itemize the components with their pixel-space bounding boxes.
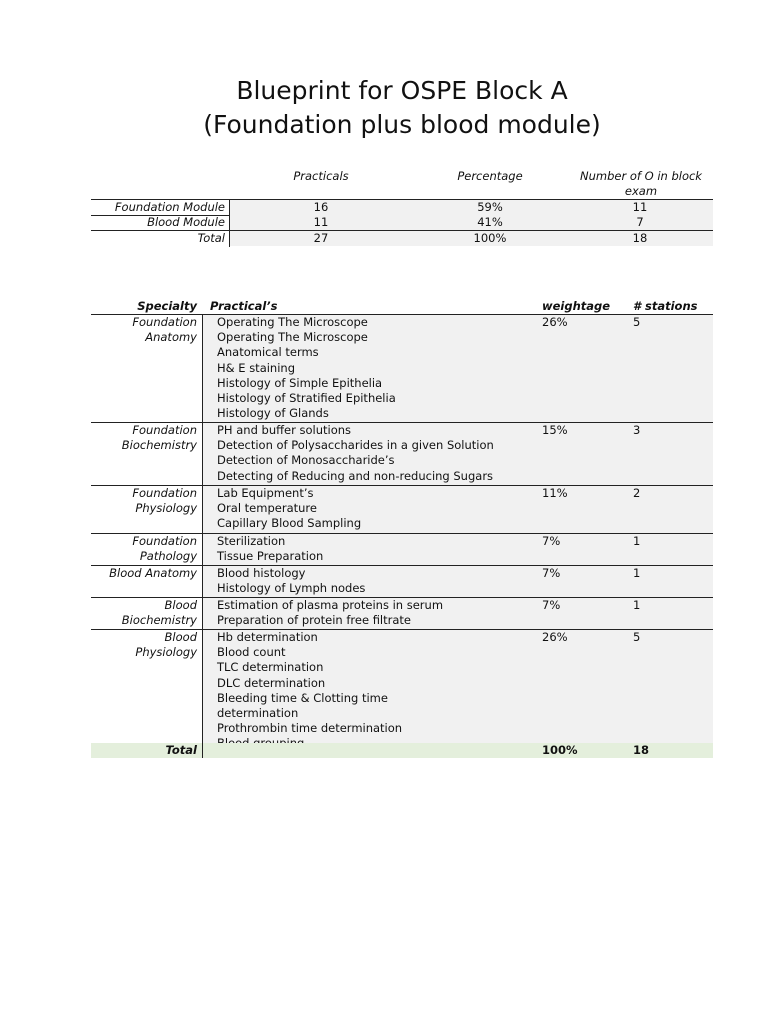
practical-item: Detection of Polysaccharides in a given Solution — [217, 438, 494, 453]
specialty-line: Physiology — [135, 645, 197, 660]
detail-group-specialty — [91, 534, 197, 564]
summary-row-percentage: 59% — [477, 200, 503, 214]
practical-item: Histology of Glands — [217, 406, 329, 421]
practical-item: PH and buffer solutions — [217, 423, 352, 437]
detail-group-specialty — [91, 630, 197, 660]
summary-row — [91, 199, 713, 216]
practical-item: Operating The Microscope — [217, 315, 368, 329]
practical-item: determination — [217, 706, 299, 721]
summary-row-number: 18 — [632, 231, 648, 245]
detail-group-specialty — [91, 315, 197, 345]
summary-row-practicals: 11 — [313, 215, 329, 229]
detail-group-weightage: 15% — [542, 423, 568, 437]
summary-row-practicals: 16 — [313, 200, 329, 214]
document-title-line-1: Blueprint for OSPE Block A — [236, 76, 568, 105]
summary-row-number: 7 — [636, 215, 644, 229]
detail-group-weightage: 7% — [542, 566, 561, 580]
detail-group-weightage: 11% — [542, 486, 568, 500]
detail-group-practicals — [217, 534, 537, 564]
detail-group-practicals — [217, 566, 537, 596]
practical-item: Bleeding time & Clotting time — [217, 690, 388, 705]
practical-item: Histology of Stratified Epithelia — [217, 391, 396, 406]
practical-item: Detection of Monosaccharide’s — [217, 453, 395, 468]
detail-header-weightage: weightage — [542, 299, 611, 313]
specialty-line: Foundation — [132, 534, 197, 548]
detail-group-practicals — [217, 486, 537, 532]
specialty-line: Anatomy — [145, 330, 197, 345]
specialty-line: Foundation — [132, 486, 197, 500]
document-title-line-2: (Foundation plus blood module) — [203, 110, 601, 139]
practical-item: Histology of Simple Epithelia — [217, 375, 383, 390]
detail-group — [91, 423, 713, 485]
detail-group-practicals — [217, 630, 537, 752]
detail-group — [91, 486, 713, 533]
summary-row-label: Blood Module — [147, 215, 225, 229]
detail-group-weightage: 26% — [542, 315, 568, 329]
practical-item: Oral temperature — [217, 501, 317, 516]
detail-total-row — [91, 743, 713, 758]
specialty-line: Biochemistry — [121, 438, 197, 453]
practical-item: TLC determination — [217, 660, 324, 675]
detail-group-stations: 3 — [633, 423, 641, 437]
specialty-line: Blood — [164, 598, 197, 612]
summary-header-number: Number of O in block exam — [580, 169, 702, 198]
detail-group-stations: 5 — [633, 630, 641, 644]
summary-row-number: 11 — [632, 200, 648, 214]
practical-item: Estimation of plasma proteins in serum — [217, 598, 444, 612]
summary-row-total — [91, 231, 713, 246]
detail-group-specialty — [91, 598, 197, 628]
detail-header-practicals: Practical’s — [210, 299, 278, 313]
practical-item: H& E staining — [217, 360, 296, 375]
practical-item: Capillary Blood Sampling — [217, 516, 362, 531]
detail-group — [91, 598, 713, 629]
specialty-line: Foundation — [132, 423, 197, 437]
detail-total-weightage: 100% — [542, 743, 578, 757]
specialty-line: Physiology — [135, 501, 197, 516]
detail-group-specialty — [91, 423, 197, 453]
detail-total-stations: 18 — [633, 743, 650, 757]
detail-group-practicals — [217, 315, 537, 421]
practical-item: Prothrombin time determination — [217, 721, 403, 736]
detail-group-specialty — [91, 486, 197, 516]
detail-group-specialty — [91, 566, 197, 581]
specialty-line: Biochemistry — [121, 613, 197, 628]
detail-group-practicals — [217, 423, 537, 484]
summary-row-percentage: 100% — [473, 231, 507, 245]
detail-group-stations: 1 — [633, 598, 641, 612]
practical-item: Histology of Lymph nodes — [217, 581, 366, 596]
practical-item: Hb determination — [217, 630, 318, 644]
detail-group-stations: 1 — [633, 566, 641, 580]
detail-group-weightage: 7% — [542, 598, 561, 612]
practical-item: Tissue Preparation — [217, 549, 324, 564]
summary-row-practicals: 27 — [313, 231, 329, 245]
practical-item: Sterilization — [217, 534, 286, 548]
practical-item: Operating The Microscope — [217, 330, 368, 345]
practical-item: DLC determination — [217, 675, 326, 690]
practical-item: Preparation of protein free filtrate — [217, 613, 412, 628]
specialty-line: Foundation — [132, 315, 197, 329]
summary-row — [91, 215, 713, 231]
detail-group — [91, 315, 713, 422]
detail-group-stations: 1 — [633, 534, 641, 548]
practical-item: Anatomical terms — [217, 345, 319, 360]
specialty-line: Blood Anatomy — [109, 566, 197, 580]
detail-group — [91, 534, 713, 565]
detail-group-stations: 2 — [633, 486, 641, 500]
detail-group-practicals — [217, 598, 537, 628]
specialty-line: Blood — [164, 630, 197, 644]
detail-group-weightage: 7% — [542, 534, 561, 548]
summary-row-percentage: 41% — [477, 215, 503, 229]
practical-item: Lab Equipment’s — [217, 486, 314, 500]
detail-group-stations: 5 — [633, 315, 641, 329]
practical-item: Blood count — [217, 645, 286, 660]
detail-group — [91, 630, 713, 753]
practical-item: Blood histology — [217, 566, 306, 580]
practical-item: Detecting of Reducing and non-reducing Sugars — [217, 468, 494, 483]
summary-row-label: Total — [197, 231, 225, 245]
summary-row-label: Foundation Module — [114, 200, 225, 214]
summary-header-percentage: Percentage — [457, 169, 523, 183]
detail-total-label: Total — [165, 743, 197, 757]
specialty-line: Pathology — [139, 549, 197, 564]
detail-header-stations: # stations — [633, 299, 698, 313]
detail-header-specialty: Specialty — [137, 299, 197, 313]
detail-group — [91, 566, 713, 597]
summary-header-practicals: Practicals — [293, 169, 349, 183]
detail-group-weightage: 26% — [542, 630, 568, 644]
